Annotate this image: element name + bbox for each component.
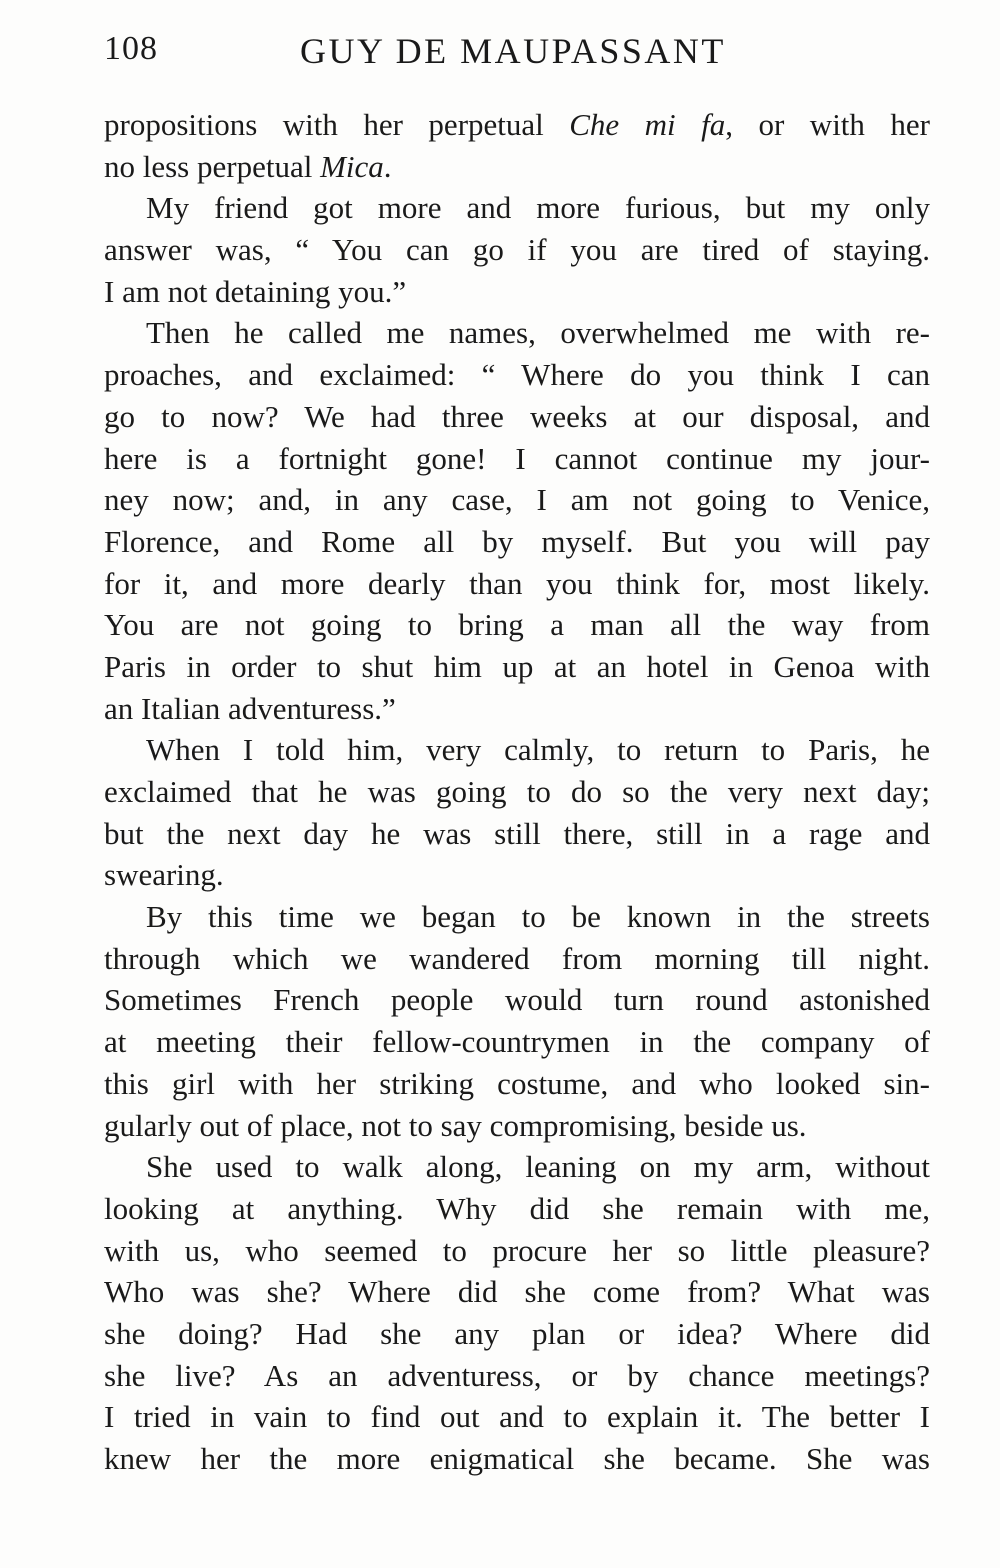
text-line: Who was she? Where did she come from? What was (104, 1274, 930, 1310)
text-line: for it, and more dearly than you think for, most likely. (104, 565, 930, 601)
text-line: she doing? Had she any plan or idea? Where did (104, 1315, 930, 1351)
text-line: no less perpetual Mica. (104, 148, 392, 184)
text-line: knew her the more enigmatical she became. She was (104, 1441, 930, 1476)
running-title: GUY DE MAUPASSANT (300, 31, 726, 71)
page-number: 108 (104, 30, 158, 67)
text-line: this girl with her striking costume, and who looked sin- (104, 1065, 930, 1101)
text-line: Paris in order to shut him up at an hotel in Genoa with (104, 648, 930, 684)
text-line: exclaimed that he was going to do so the very next day; (104, 774, 930, 809)
text-line: answer was, “ You can go if you are tired of staying. (104, 232, 930, 268)
text-line: proaches, and exclaimed: “ Where do you think I can (104, 357, 930, 393)
text-line: through which we wandered from morning till night. (104, 940, 930, 976)
text-line: looking at anything. Why did she remain with me, (104, 1190, 930, 1226)
text-line: I am not detaining you.” (104, 273, 407, 309)
text-line: My friend got more and more furious, but my only (146, 190, 930, 226)
text-line: she live? As an adventuress, or by chance meetings? (104, 1357, 930, 1393)
text-line: go to now? We had three weeks at our disposal, and (104, 398, 930, 434)
text-line: swearing. (104, 857, 224, 893)
text-line: gularly out of place, not to say compromising, beside us. (104, 1107, 807, 1143)
text-line: Florence, and Rome all by myself. But you will pay (104, 523, 930, 559)
text-line: You are not going to bring a man all the way from (104, 607, 930, 643)
body-text (104, 104, 930, 1480)
text-line: propositions with her perpetual Che mi fa, or with her (104, 107, 930, 142)
running-head (104, 30, 930, 80)
text-line: By this time we began to be known in the streets (146, 899, 930, 935)
text-line: When I told him, very calmly, to return to Paris, he (146, 732, 930, 768)
text-line: Sometimes French people would turn round astonished (104, 982, 930, 1018)
text-line: at meeting their fellow-countrymen in the company of (104, 1024, 930, 1060)
text-line: here is a fortnight gone! I cannot continue my jour- (104, 440, 930, 476)
text-line: with us, who seemed to procure her so little pleasure? (104, 1232, 930, 1268)
text-line: but the next day he was still there, still in a rage and (104, 815, 930, 851)
text-line: an Italian adventuress.” (104, 690, 396, 726)
text-line: I tried in vain to find out and to explain it. The better I (104, 1399, 930, 1435)
text-line: Then he called me names, overwhelmed me with re- (146, 315, 930, 351)
text-line: She used to walk along, leaning on my arm, without (146, 1149, 930, 1185)
text-line: ney now; and, in any case, I am not going to Venice, (104, 482, 930, 518)
